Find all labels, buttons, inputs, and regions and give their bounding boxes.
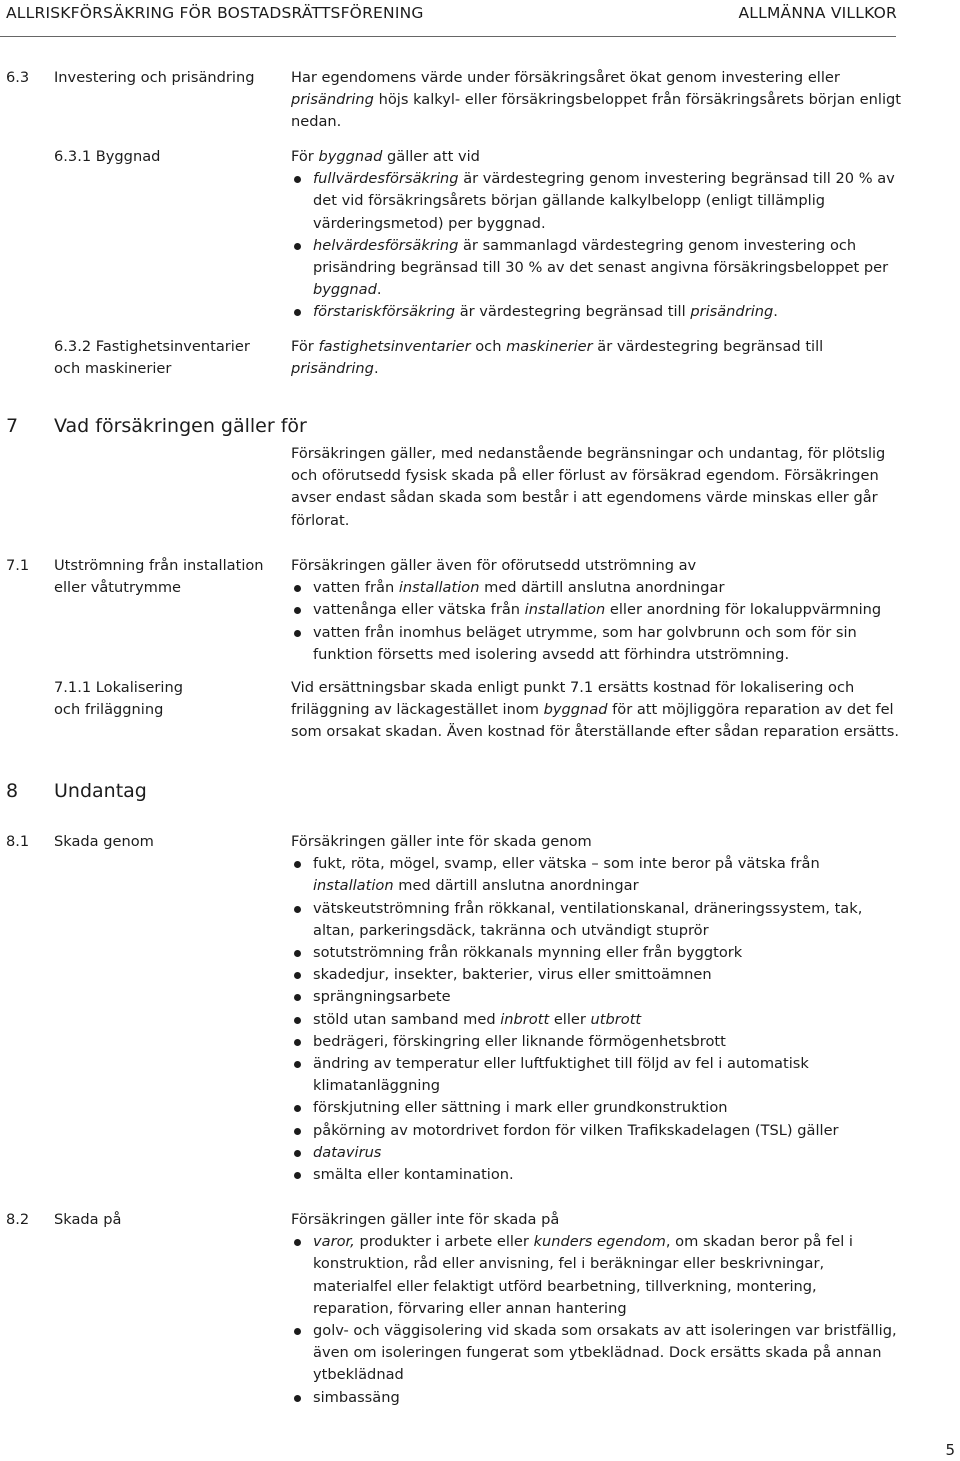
intro <box>291 146 901 168</box>
text: skadedjur, insekter, bakterier, virus eller smittoämnen <box>313 966 712 984</box>
text: med därtill anslutna anordningar <box>393 877 639 895</box>
header-title: ALLRISKFÖRSÄKRING FÖR BOSTADSRÄTTSFÖRENING <box>6 4 424 22</box>
text: för att möjliggöra reparation av det fel som orsakat skadan. Även kostnad för återställande efter sådan reparation ersätts. <box>291 701 899 741</box>
text: , om skadan beror på fel i konstruktion, råd eller anvisning, fel i beräkningar eller beskrivningar, materialfel eller felaktigt utförd bearbetning, tillverkning, montering, reparation, förvaring eller annan hantering <box>313 1233 853 1317</box>
text: vattenånga eller vätska från <box>313 601 525 619</box>
list-item <box>291 1164 901 1186</box>
section-number: 8.1 <box>6 833 30 850</box>
text: golv- och väggisolering vid skada som orsakats av att isoleringen var bristfällig, även om isoleringen fungerat som ytbeklädnad. Dock ersätts skada på annan ytbeklädnad <box>313 1322 897 1384</box>
text: För <box>291 338 319 355</box>
text: Har egendomens värde under försäkringsåret ökat genom investering eller <box>291 69 840 86</box>
heading-7 <box>6 413 307 439</box>
list-item <box>291 1142 901 1164</box>
text: fukt, röta, mögel, svamp, eller vätska – som inte beror på vätska från <box>313 855 820 873</box>
text: bedrägeri, förskingring eller liknande förmögenhetsbrott <box>313 1032 726 1050</box>
section-6-3-1-body <box>291 146 901 324</box>
page-number: 5 <box>945 1441 955 1459</box>
intro: Försäkringen gäller inte för skada genom <box>291 833 592 850</box>
list-item <box>291 301 901 323</box>
text: påkörning av motordrivet fordon för vilken Trafikskadelagen (TSL) gäller <box>313 1121 839 1139</box>
list-item <box>291 1387 901 1409</box>
term: installation <box>398 579 480 597</box>
section-6-3-2-label <box>6 336 286 380</box>
bullet-list <box>291 168 901 323</box>
text: sprängningsarbete <box>313 988 451 1006</box>
section-number: 6.3 <box>6 69 30 86</box>
section-7-1-1-body <box>291 677 901 744</box>
term: fullvärdesförsäkring <box>313 170 459 188</box>
list-item <box>291 1097 901 1119</box>
section-title: Investering och prisändring <box>54 69 255 86</box>
text: eller <box>549 1010 591 1028</box>
text: och <box>470 338 507 355</box>
intro: Försäkringen gäller även för oförutsedd utströmning av <box>291 557 697 574</box>
term: byggnad <box>313 281 377 299</box>
bullet-list <box>291 853 901 1186</box>
section-7-1-label <box>6 555 286 599</box>
text: För <box>291 148 319 165</box>
list-item <box>291 1031 901 1053</box>
list-item <box>291 1320 901 1387</box>
term: inbrott <box>500 1010 550 1028</box>
list-item <box>291 1009 901 1031</box>
list-item <box>291 898 901 942</box>
section-number: 7.1 <box>6 557 30 574</box>
list-item <box>291 986 901 1008</box>
section-title: 6.3.1 Byggnad <box>54 148 161 165</box>
section-number: 7 <box>6 415 19 437</box>
section-title: Undantag <box>54 780 147 802</box>
term: installation <box>524 601 606 619</box>
list-item <box>291 168 901 235</box>
list-item <box>291 964 901 986</box>
text: vatten från inomhus beläget utrymme, som har golvbrunn och som för sin funktion försetts med isolering avsedd att förhindra utströmning. <box>313 623 857 663</box>
section-number: 8 <box>6 780 19 802</box>
text: är värdestegring genom investering begränsad till 20 % av det vid försäkringsårets början gällande kalkylbelopp (enligt tillämplig värderingsmetod) per byggnad. <box>313 170 895 232</box>
section-number: 8.2 <box>6 1211 30 1228</box>
text: höjs kalkyl- eller försäkringsbeloppet från försäkringsårets början enligt nedan. <box>291 91 901 131</box>
term: varor, <box>313 1233 355 1251</box>
text: simbassäng <box>313 1388 400 1406</box>
text: stöld utan samband med <box>313 1010 501 1028</box>
text: vatten från <box>313 579 399 597</box>
term: prisändring <box>291 91 374 109</box>
header-rule <box>0 36 896 37</box>
text: . <box>376 281 382 299</box>
section-8-2-label <box>6 1209 286 1231</box>
text: . <box>773 303 778 321</box>
list-item <box>291 1053 901 1097</box>
section-title: Skada genom <box>54 833 154 850</box>
text: produkter i arbete eller <box>354 1233 534 1251</box>
list-item <box>291 1120 901 1142</box>
list-item <box>291 942 901 964</box>
term: datavirus <box>313 1143 382 1161</box>
section-7-1-1-label <box>6 677 286 721</box>
text: eller anordning för lokaluppvärmning <box>605 601 882 619</box>
header-section: ALLMÄNNA VILLKOR <box>738 4 897 22</box>
section-title: Utströmning från installation <box>54 557 264 574</box>
term: förstariskförsäkring <box>313 303 456 321</box>
section-title: 6.3.2 Fastighetsinventarier <box>54 338 250 355</box>
text: gäller att vid <box>382 148 480 165</box>
term: fastighetsinventarier <box>318 338 471 355</box>
section-6-3-body <box>291 67 901 134</box>
section-title-cont: och maskinerier <box>54 360 172 378</box>
term: helvärdesförsäkring <box>313 236 459 254</box>
list-item <box>291 853 901 897</box>
text: Vid ersättningsbar skada enligt punkt 7.1 ersätts kostnad för lokalisering och friläggning av läckagestället inom <box>291 679 855 719</box>
text: förskjutning eller sättning i mark eller grundkonstruktion <box>313 1099 728 1117</box>
term: maskinerier <box>506 338 593 355</box>
term: installation <box>313 877 394 895</box>
section-8-2-body <box>291 1209 901 1409</box>
text: med därtill anslutna anordningar <box>479 579 725 597</box>
term: byggnad <box>543 701 608 719</box>
term: prisändring <box>690 303 774 321</box>
text: är värdestegring begränsad till <box>592 338 824 355</box>
section-title: 7.1.1 Lokalisering <box>54 679 183 696</box>
section-8-1-body <box>291 831 901 1186</box>
term: byggnad <box>318 148 383 165</box>
text: ändring av temperatur eller luftfuktighet till följd av fel i automatisk klimatanläggning <box>313 1055 809 1095</box>
list-item <box>291 1231 901 1320</box>
section-7-1-body <box>291 555 901 666</box>
text: sotutströmning från rökkanals mynning eller från byggtork <box>313 944 743 962</box>
list-item <box>291 622 901 666</box>
text: är värdestegring begränsad till <box>455 303 691 321</box>
text: . <box>373 360 379 378</box>
term: utbrott <box>590 1010 642 1028</box>
list-item <box>291 577 901 599</box>
text: vätskeutströmning från rökkanal, ventilationskanal, dräneringssystem, tak, altan, parkeringsdäck, takränna och utvändigt stuprör <box>313 899 863 939</box>
section-6-3-2-body <box>291 336 901 380</box>
section-title-cont: och friläggning <box>54 701 164 719</box>
text: är sammanlagd värdestegring genom investering och prisändring begränsad till 30 % av det senast angivna försäkringsbeloppet per <box>313 236 889 277</box>
section-title: Vad försäkringen gäller för <box>54 415 307 437</box>
term: kunders egendom <box>533 1233 666 1251</box>
heading-8 <box>6 778 147 804</box>
page-header <box>0 0 960 45</box>
section-title-cont: eller våtutrymme <box>54 579 182 597</box>
text: smälta eller kontamination. <box>313 1166 514 1184</box>
section-6-3-label <box>6 67 286 89</box>
section-7-body: Försäkringen gäller, med nedanstående begränsningar och undantag, för plötslig och oförutsedd fysisk skada på eller förlust av försäkrad egendom. Försäkringen avser endast sådan skada som består i att egendomens värde minskas eller går förlorat. <box>291 445 886 529</box>
term: prisändring <box>291 360 374 378</box>
bullet-list <box>291 1231 901 1409</box>
list-item <box>291 235 901 302</box>
section-8-1-label <box>6 831 286 853</box>
section-6-3-1-label <box>6 146 286 168</box>
list-item <box>291 599 901 621</box>
intro: Försäkringen gäller inte för skada på <box>291 1211 560 1228</box>
section-title: Skada på <box>54 1211 122 1228</box>
bullet-list <box>291 577 901 666</box>
